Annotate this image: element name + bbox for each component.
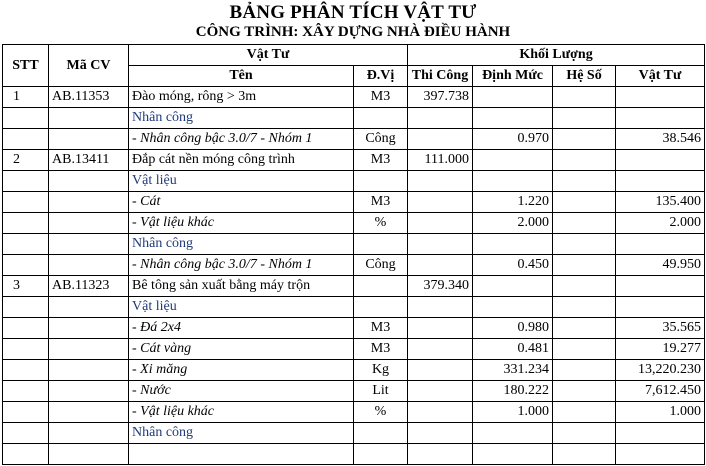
cell-thi-cong [408, 381, 473, 402]
cell-he-so [553, 171, 616, 192]
cell-dvi [354, 108, 408, 129]
cell-thi-cong [408, 234, 473, 255]
cell-dvi: M3 [354, 87, 408, 108]
cell-ma-cv [49, 360, 129, 381]
header-dinh-muc: Định Mức [473, 66, 553, 87]
cell-he-so [553, 360, 616, 381]
table-row [3, 381, 705, 402]
header-ten: Tên [129, 66, 354, 87]
cell-thi-cong [408, 402, 473, 423]
cell-ma-cv [49, 381, 129, 402]
cell-dinh-muc [473, 423, 553, 444]
cell-ma-cv: AB.11323 [49, 276, 129, 297]
cell-he-so [553, 192, 616, 213]
cell-dinh-muc: 1.220 [473, 192, 553, 213]
cell-thi-cong [408, 423, 473, 444]
header-thi-cong: Thi Công [408, 66, 473, 87]
report-subtitle: CÔNG TRÌNH: XÂY DỰNG NHÀ ĐIỀU HÀNH [195, 24, 511, 40]
cell-ten: - Xi măng [129, 360, 354, 381]
cell-stt [3, 255, 49, 276]
cell-dvi [354, 234, 408, 255]
table-row [3, 255, 705, 276]
cell-dvi [354, 297, 408, 318]
cell-dinh-muc: 0.481 [473, 339, 553, 360]
cell-thi-cong [408, 360, 473, 381]
cell-he-so [553, 444, 616, 465]
cell-stt [3, 381, 49, 402]
table-row [3, 360, 705, 381]
cell-ma-cv [49, 129, 129, 150]
table-row [3, 213, 705, 234]
cell-dinh-muc: 0.450 [473, 255, 553, 276]
table-row [3, 423, 705, 444]
cell-ten: - Cát [129, 192, 354, 213]
cell-stt [3, 402, 49, 423]
header-dvi: Đ.Vị [354, 66, 408, 87]
cell-dinh-muc [473, 150, 553, 171]
cell-vat-tu: 1.000 [616, 402, 705, 423]
cell-ma-cv [49, 423, 129, 444]
cell-he-so [553, 234, 616, 255]
cell-vat-tu: 7,612.450 [616, 381, 705, 402]
cell-ten: - Cát vàng [129, 339, 354, 360]
header-khoi-luong-group: Khối Lượng [408, 45, 705, 66]
cell-vat-tu [616, 444, 705, 465]
cell-stt: 3 [3, 276, 49, 297]
cell-ten: - Đá 2x4 [129, 318, 354, 339]
cell-stt [3, 360, 49, 381]
cell-thi-cong [408, 318, 473, 339]
table-row [3, 150, 705, 171]
cell-vat-tu [616, 108, 705, 129]
cell-dvi: % [354, 213, 408, 234]
cell-vat-tu: 13,220.230 [616, 360, 705, 381]
table-row [3, 297, 705, 318]
cell-dinh-muc: 331.234 [473, 360, 553, 381]
cell-dvi: M3 [354, 339, 408, 360]
cell-dvi [354, 444, 408, 465]
cell-thi-cong [408, 129, 473, 150]
table-row [3, 192, 705, 213]
cell-vat-tu [616, 423, 705, 444]
cell-stt [3, 339, 49, 360]
cell-he-so [553, 276, 616, 297]
table-row [3, 444, 705, 465]
cell-thi-cong [408, 255, 473, 276]
cell-thi-cong [408, 297, 473, 318]
cell-vat-tu [616, 234, 705, 255]
cell-vat-tu: 135.400 [616, 192, 705, 213]
header-he-so: Hệ Số [553, 66, 616, 87]
cell-he-so [553, 87, 616, 108]
header-stt: STT [3, 45, 49, 87]
cell-dvi: M3 [354, 192, 408, 213]
cell-he-so [553, 339, 616, 360]
cell-vat-tu [616, 171, 705, 192]
table-row [3, 276, 705, 297]
cell-ten: Bê tông sản xuất bằng máy trộn [129, 276, 354, 297]
cell-dvi: Công [354, 255, 408, 276]
cell-dinh-muc [473, 297, 553, 318]
cell-dvi [354, 423, 408, 444]
cell-ten: - Nhân công bậc 3.0/7 - Nhóm 1 [129, 129, 354, 150]
cell-ma-cv [49, 339, 129, 360]
cell-vat-tu [616, 297, 705, 318]
cell-ma-cv: AB.13411 [49, 150, 129, 171]
cell-thi-cong [408, 213, 473, 234]
cell-stt: 1 [3, 87, 49, 108]
cell-ten: - Vật liệu khác [129, 213, 354, 234]
cell-he-so [553, 423, 616, 444]
cell-ma-cv [49, 255, 129, 276]
cell-dvi: % [354, 402, 408, 423]
cell-dvi: M3 [354, 318, 408, 339]
cell-thi-cong: 111.000 [408, 150, 473, 171]
cell-ma-cv [49, 192, 129, 213]
header-ma-cv: Mã CV [49, 45, 129, 87]
cell-ten: Đào móng, rông > 3m [129, 87, 354, 108]
cell-dvi: M3 [354, 150, 408, 171]
cell-dinh-muc [473, 108, 553, 129]
cell-dvi [354, 171, 408, 192]
material-analysis-table [2, 44, 705, 465]
table-row [3, 129, 705, 150]
cell-dvi [354, 276, 408, 297]
report-title: BẢNG PHÂN TÍCH VẬT TƯ [229, 2, 477, 23]
cell-he-so [553, 150, 616, 171]
table-row [3, 234, 705, 255]
cell-ma-cv [49, 234, 129, 255]
table-body [3, 45, 705, 465]
cell-thi-cong [408, 171, 473, 192]
cell-vat-tu: 19.277 [616, 339, 705, 360]
cell-stt [3, 108, 49, 129]
cell-he-so [553, 318, 616, 339]
cell-vat-tu [616, 276, 705, 297]
cell-ma-cv [49, 108, 129, 129]
cell-vat-tu: 38.546 [616, 129, 705, 150]
cell-ten: - Vật liệu khác [129, 402, 354, 423]
cell-stt [3, 444, 49, 465]
cell-dvi: Lit [354, 381, 408, 402]
cell-ma-cv [49, 297, 129, 318]
table-row [3, 318, 705, 339]
cell-dinh-muc [473, 234, 553, 255]
cell-ma-cv [49, 318, 129, 339]
cell-ten: - Nước [129, 381, 354, 402]
cell-he-so [553, 108, 616, 129]
header-row-1 [3, 45, 705, 66]
cell-stt [3, 213, 49, 234]
cell-vat-tu [616, 150, 705, 171]
cell-dinh-muc: 180.222 [473, 381, 553, 402]
table-row [3, 402, 705, 423]
cell-vat-tu: 35.565 [616, 318, 705, 339]
cell-dinh-muc [473, 87, 553, 108]
cell-stt [3, 171, 49, 192]
cell-he-so [553, 129, 616, 150]
cell-dvi: Kg [354, 360, 408, 381]
cell-stt [3, 129, 49, 150]
cell-ma-cv [49, 444, 129, 465]
header-vat-tu-group: Vật Tư [129, 45, 408, 66]
table-row [3, 171, 705, 192]
cell-thi-cong [408, 339, 473, 360]
cell-thi-cong [408, 192, 473, 213]
cell-ten: Đắp cát nền móng công trình [129, 150, 354, 171]
cell-stt [3, 192, 49, 213]
cell-he-so [553, 213, 616, 234]
cell-ma-cv [49, 171, 129, 192]
cell-stt [3, 234, 49, 255]
cell-dinh-muc: 1.000 [473, 402, 553, 423]
cell-dvi: Công [354, 129, 408, 150]
cell-dinh-muc [473, 276, 553, 297]
cell-ten: Vật liệu [129, 297, 354, 318]
cell-dinh-muc: 2.000 [473, 213, 553, 234]
header-vat-tu: Vật Tư [616, 66, 705, 87]
cell-he-so [553, 381, 616, 402]
cell-he-so [553, 297, 616, 318]
cell-stt [3, 423, 49, 444]
cell-vat-tu: 2.000 [616, 213, 705, 234]
cell-dinh-muc [473, 444, 553, 465]
cell-thi-cong: 397.738 [408, 87, 473, 108]
cell-ten: Nhân công [129, 108, 354, 129]
cell-stt [3, 318, 49, 339]
cell-ten: Vật liệu [129, 171, 354, 192]
table-row [3, 108, 705, 129]
cell-he-so [553, 255, 616, 276]
cell-ma-cv [49, 402, 129, 423]
cell-vat-tu: 49.950 [616, 255, 705, 276]
cell-dinh-muc: 0.980 [473, 318, 553, 339]
cell-dinh-muc: 0.970 [473, 129, 553, 150]
cell-ten: - Nhân công bậc 3.0/7 - Nhóm 1 [129, 255, 354, 276]
cell-thi-cong [408, 108, 473, 129]
cell-vat-tu [616, 87, 705, 108]
cell-ma-cv: AB.11353 [49, 87, 129, 108]
cell-ten: Nhân công [129, 234, 354, 255]
table-row [3, 87, 705, 108]
cell-dinh-muc [473, 171, 553, 192]
cell-stt: 2 [3, 150, 49, 171]
cell-thi-cong: 379.340 [408, 276, 473, 297]
table-row [3, 339, 705, 360]
cell-ma-cv [49, 213, 129, 234]
cell-he-so [553, 402, 616, 423]
cell-thi-cong [408, 444, 473, 465]
cell-ten: Nhân công [129, 423, 354, 444]
cell-ten [129, 444, 354, 465]
cell-stt [3, 297, 49, 318]
